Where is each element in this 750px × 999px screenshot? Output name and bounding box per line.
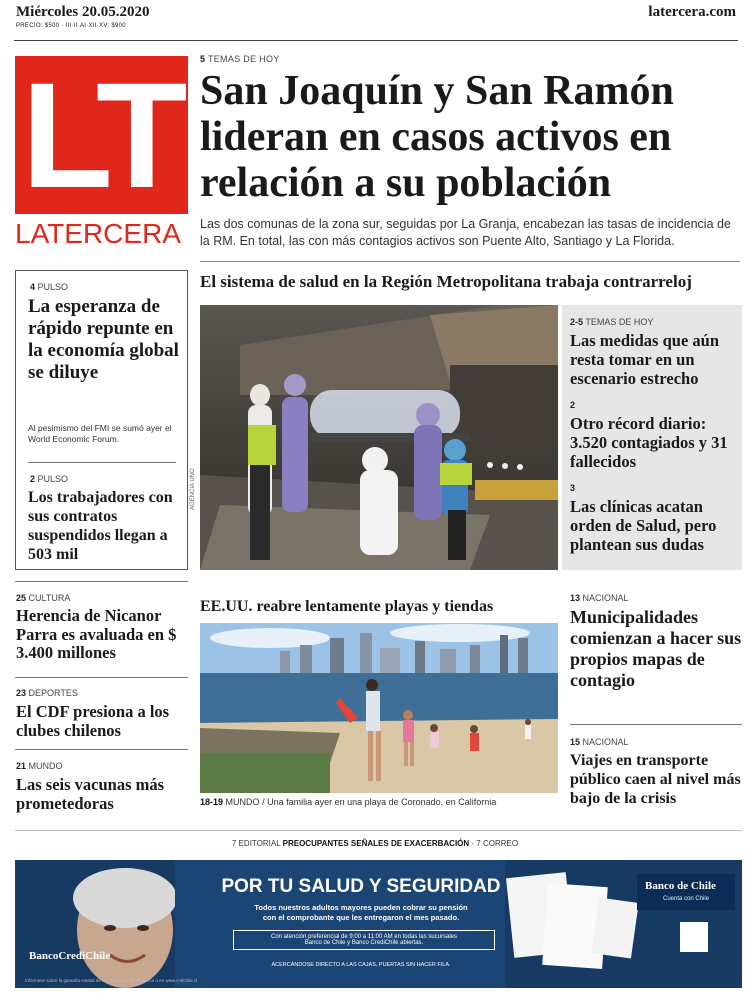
issue-date: Miércoles 20.05.2020 [16, 4, 150, 20]
ad-line-2: con el comprobante que les entregaron el mes pasado. [262, 913, 460, 922]
left-kicker-label: PULSO [37, 474, 69, 484]
right-kicker-label: NACIONAL [582, 593, 629, 603]
left-rule [15, 581, 188, 582]
issue-price: PRECIO: $500 · III·II·AI·XII·XV: $900 [16, 23, 126, 29]
related-kicker-3 [570, 483, 575, 493]
top-rule [14, 40, 738, 41]
left-kicker-num: 23 [16, 688, 27, 698]
right-kicker-2 [570, 737, 629, 747]
logo-letters: LT [21, 51, 182, 219]
left-kicker-label: DEPORTES [28, 688, 78, 698]
left-kicker-5 [16, 761, 63, 771]
related-headline-2[interactable]: Otro récord diario: 3.520 contagiados y 31 fallecidos [570, 414, 728, 471]
related-kicker-num: 2-5 [570, 317, 584, 327]
left-kicker-num: 4 [30, 282, 36, 292]
ad-line-1: Todos nuestros adultos mayores pueden cobrar su pensión [254, 903, 468, 912]
left-kicker-1 [30, 282, 68, 292]
ad-brand-right: Banco de Chile [645, 880, 716, 892]
related-kicker-2 [570, 400, 575, 410]
left-headline-2[interactable]: Los trabajadores con sus contratos suspendidos llegan a 503 mil [28, 489, 173, 563]
right-kicker-1 [570, 593, 629, 603]
related-kicker-num: 3 [570, 483, 576, 493]
beach-photo-illustration [200, 623, 558, 793]
main-subtitle: Las dos comunas de la zona sur, seguidas por La Granja, encabezan las tasas de incidencia de la RM. En total, las con más contagios activos son Puente Alto, Santiago y La Florida. [200, 217, 731, 248]
right-kicker-num: 13 [570, 593, 581, 603]
left-rule [15, 677, 188, 678]
left-kicker-3 [16, 593, 70, 603]
left-kicker-num: 25 [16, 593, 27, 603]
left-kicker-2 [30, 474, 68, 484]
logo-name: LATERCERA [15, 218, 181, 249]
left-kicker-label: MUNDO [28, 761, 63, 771]
site-url[interactable]: latercera.com [648, 4, 736, 20]
related-kicker-label: TEMAS DE HOY [585, 317, 654, 327]
ad-brand-left: BancoCrediChile [29, 950, 111, 962]
ad-footer: ACERCÁNDOSE DIRECTO A LAS CAJAS, PUERTAS SIN HACER FILA. [271, 962, 451, 968]
main-headline[interactable]: San Joaquín y San Ramón lideran en casos activos en relación a su población [200, 68, 674, 206]
main-photo [200, 305, 558, 570]
left-rule [28, 462, 176, 463]
caption-text: / Una familia ayer en una playa de Coronado, en California [262, 797, 497, 807]
ad-brand-right-sub: Cuenta con Chile [663, 896, 710, 902]
left-rule [15, 749, 188, 750]
bottom-rule [15, 830, 742, 831]
ad-headline: POR TU SALUD Y SEGURIDAD [221, 876, 501, 897]
right-rule [570, 724, 742, 725]
left-headline-1[interactable]: La esperanza de rápido repunte en la economía global se diluye [28, 296, 179, 383]
beach-photo [200, 623, 558, 793]
caption-label: MUNDO [225, 797, 260, 807]
caption-num: 18-19 [200, 797, 224, 807]
photo2-headline[interactable]: EE.UU. reabre lentamente playas y tiendas [200, 598, 494, 615]
related-kicker-num: 2 [570, 400, 576, 410]
left-kicker-num: 21 [16, 761, 27, 771]
ad-box-line-2: Banco de Chile y Banco CrediChile abiertas. [304, 940, 424, 946]
ad-banner[interactable] [15, 860, 742, 988]
left-kicker-label: PULSO [37, 282, 69, 292]
left-summary-1: Al pesimismo del FMI se sumó ayer el World Economic Forum. [28, 423, 172, 444]
section-rule [200, 261, 740, 262]
photo2-caption [200, 797, 496, 807]
left-kicker-label: CULTURA [28, 593, 71, 603]
related-headline-3[interactable]: Las clínicas acatan orden de Salud, pero plantean sus dudas [570, 497, 717, 554]
bottom-bold[interactable]: PREOCUPANTES SEÑALES DE EXACERBACIÓN [282, 839, 470, 848]
left-kicker-num: 2 [30, 474, 36, 484]
main-kicker-label: TEMAS DE HOY [207, 54, 280, 64]
bottom-teaser [0, 839, 750, 848]
left-kicker-4 [16, 688, 78, 698]
right-headline-1[interactable]: Municipalidades comienzan a hacer sus propios mapas de contagio [570, 607, 742, 690]
left-headline-3[interactable]: Herencia de Nicanor Parra es avaluada en $ 3.400 millones [16, 606, 177, 662]
photo-credit: AGENCIA UNO [190, 468, 196, 510]
main-photo-illustration [200, 305, 558, 570]
related-kicker-1 [570, 317, 653, 327]
ad-box-line-1: Con atención preferencial de 9:00 a 11:00 AM en todas las sucursales [270, 934, 457, 940]
section-headline[interactable]: El sistema de salud en la Región Metropolitana trabaja contrarreloj [200, 272, 692, 291]
related-headline-1[interactable]: Las medidas que aún resta tomar en un escenario estrecho [570, 331, 720, 388]
ad-info-box [233, 930, 495, 950]
main-kicker-num: 5 [200, 54, 206, 64]
bottom-pre: 7 EDITORIAL [231, 839, 281, 848]
main-kicker [200, 54, 280, 64]
left-headline-4[interactable]: El CDF presiona a los clubes chilenos [16, 702, 170, 740]
right-headline-2[interactable]: Viajes en transporte público caen al nivel más bajo de la crisis [570, 752, 741, 807]
left-headline-5[interactable]: Las seis vacunas más prometedoras [16, 775, 165, 813]
ad-disclaimer: Infórmese sobre la garantía estatal de los depósitos en su banco o en www.cmfchile.cl [25, 978, 198, 983]
right-kicker-num: 15 [570, 737, 581, 747]
right-kicker-label: NACIONAL [582, 737, 629, 747]
bottom-post: · 7 CORREO [471, 839, 519, 848]
